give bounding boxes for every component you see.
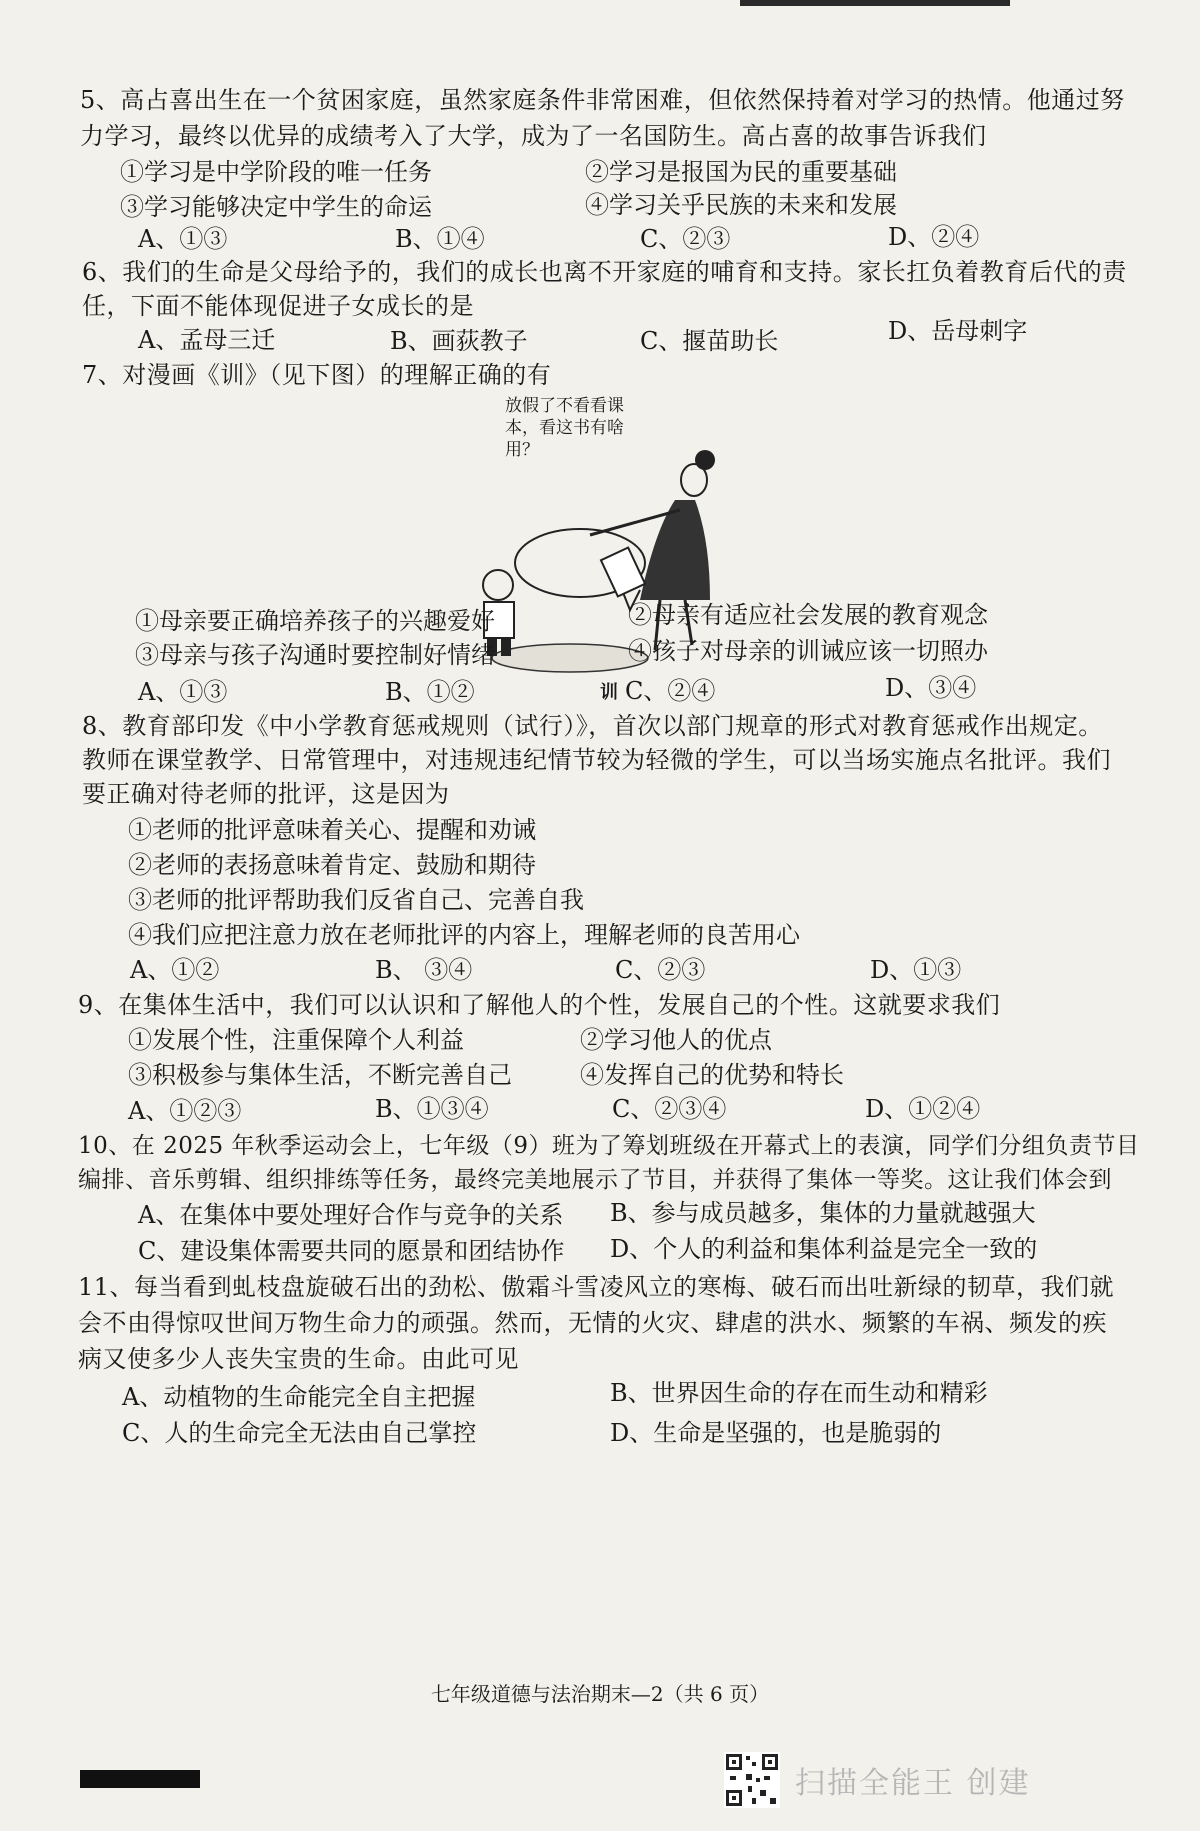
q10-option-b: B、参与成员越多，集体的力量就越强大 — [610, 1199, 1036, 1227]
q6-option-c: C、揠苗助长 — [640, 327, 779, 355]
page-footer: 七年级道德与法治期末—2（共 6 页） — [430, 1682, 770, 1706]
q5-item-4: ④学习关乎民族的未来和发展 — [585, 191, 897, 219]
q9-item-2: ②学习他人的优点 — [580, 1026, 772, 1054]
q8-item-1: ①老师的批评意味着关心、提醒和劝诫 — [128, 816, 536, 844]
q7-option-a: A、①③ — [138, 678, 228, 706]
q7-option-c: C、②④ — [625, 677, 716, 705]
q5-stem-line2: 力学习，最终以优异的成绩考入了大学，成为了一名国防生。高占喜的故事告诉我们 — [80, 122, 987, 150]
q11-option-b: B、世界因生命的存在而生动和精彩 — [610, 1379, 988, 1407]
q9-option-d: D、①②④ — [865, 1095, 981, 1123]
q10-option-d: D、个人的利益和集体利益是完全一致的 — [610, 1235, 1038, 1263]
q9-option-a: A、①②③ — [128, 1097, 242, 1125]
q10-option-a: A、在集体中要处理好合作与竞争的关系 — [138, 1201, 564, 1229]
q6-stem-line2: 任，下面不能体现促进子女成长的是 — [82, 292, 474, 320]
speech-bubble-line3: 用？ — [505, 440, 539, 460]
q8-stem-line1: 8、教育部印发《中小学教育惩戒规则（试行）》，首次以部门规章的形式对教育惩戒作出规定。 — [82, 712, 1103, 740]
q7-option-b: B、①② — [385, 678, 475, 706]
q8-option-a: A、①② — [130, 956, 220, 984]
q11-stem-line1: 11、每当看到虬枝盘旋破石出的劲松、傲霜斗雪凌风立的寒梅、破石而出吐新绿的韧草，我们就 — [78, 1273, 1115, 1301]
q6-option-a: A、孟母三迁 — [138, 326, 276, 354]
q7-option-d: D、③④ — [885, 674, 977, 702]
q7-stem: 7、对漫画《训》（见下图）的理解正确的有 — [82, 361, 552, 389]
q5-option-a: A、①③ — [138, 225, 228, 253]
cartoon-caption: 训 — [600, 682, 618, 703]
q10-option-c: C、建设集体需要共同的愿景和团结协作 — [138, 1237, 565, 1265]
q9-item-4: ④发挥自己的优势和特长 — [580, 1061, 844, 1089]
q11-stem-line2: 会不由得惊叹世间万物生命力的顽强。然而，无情的火灾、肆虐的洪水、频繁的车祸、频发的疾 — [78, 1309, 1107, 1337]
scanner-watermark: 扫描全能王 创建 — [795, 1766, 1031, 1801]
q10-stem-line1: 10、在 2025 年秋季运动会上，七年级（9）班为了筹划班级在开幕式上的表演，同学们分组负责节目 — [78, 1133, 1140, 1159]
q10-stem-line2: 编排、音乐剪辑、组织排练等任务，最终完美地展示了节目，并获得了集体一等奖。这让我们体会到 — [78, 1167, 1112, 1193]
q8-option-c: C、②③ — [615, 956, 706, 984]
speech-bubble-line2: 本，看这书有啥 — [505, 418, 624, 438]
top-scan-mark — [740, 0, 1010, 6]
q9-item-1: ①发展个性，注重保障个人利益 — [128, 1026, 464, 1054]
q8-stem-line3: 要正确对待老师的批评，这是因为 — [82, 780, 450, 808]
q7-item-2: ②母亲有适应社会发展的教育观念 — [628, 601, 988, 629]
q7-item-4: ④孩子对母亲的训诫应该一切照办 — [628, 637, 988, 665]
q8-item-4: ④我们应把注意力放在老师批评的内容上，理解老师的良苦用心 — [128, 921, 800, 949]
q8-item-2: ②老师的表扬意味着肯定、鼓励和期待 — [128, 851, 536, 879]
q9-option-b: B、①③④ — [375, 1095, 489, 1123]
q5-option-c: C、②③ — [640, 225, 731, 253]
q5-item-1: ①学习是中学阶段的唯一任务 — [120, 158, 432, 186]
q11-option-d: D、生命是坚强的，也是脆弱的 — [610, 1419, 942, 1447]
q8-option-d: D、①③ — [870, 956, 962, 984]
bottom-scan-mark — [80, 1770, 200, 1788]
q5-option-d: D、②④ — [888, 223, 980, 251]
q6-option-b: B、画荻教子 — [390, 327, 528, 355]
q6-stem-line1: 6、我们的生命是父母给予的，我们的成长也离不开家庭的哺育和支持。家长扛负着教育后代的责 — [82, 258, 1127, 286]
q9-option-c: C、②③④ — [612, 1095, 727, 1123]
q9-item-3: ③积极参与集体生活，不断完善自己 — [128, 1061, 512, 1089]
q8-stem-line2: 教师在课堂教学、日常管理中，对违规违纪情节较为轻微的学生，可以当场实施点名批评。我们 — [82, 746, 1111, 774]
q5-option-b: B、①④ — [395, 225, 485, 253]
q6-option-d: D、岳母刺字 — [888, 317, 1028, 345]
q8-option-b: B、 ③④ — [375, 956, 473, 984]
q7-item-1: ①母亲要正确培养孩子的兴趣爱好 — [135, 607, 495, 635]
q5-stem-line1: 5、高占喜出生在一个贫困家庭，虽然家庭条件非常困难，但依然保持着对学习的热情。他通过努 — [80, 86, 1125, 114]
q7-item-3: ③母亲与孩子沟通时要控制好情绪 — [135, 641, 495, 669]
speech-bubble-line1: 放假了不看看课 — [505, 396, 624, 416]
q9-stem: 9、在集体生活中，我们可以认识和了解他人的个性，发展自己的个性。这就要求我们 — [78, 991, 1001, 1019]
q5-item-2: ②学习是报国为民的重要基础 — [585, 158, 897, 186]
q11-stem-line3: 病又使多少人丧失宝贵的生命。由此可见 — [78, 1345, 519, 1373]
qr-code-icon — [724, 1752, 780, 1808]
q11-option-c: C、人的生命完全无法由自己掌控 — [122, 1419, 477, 1447]
q5-item-3: ③学习能够决定中学生的命运 — [120, 193, 432, 221]
q8-item-3: ③老师的批评帮助我们反省自己、完善自我 — [128, 886, 584, 914]
q11-option-a: A、动植物的生命能完全自主把握 — [122, 1383, 476, 1411]
